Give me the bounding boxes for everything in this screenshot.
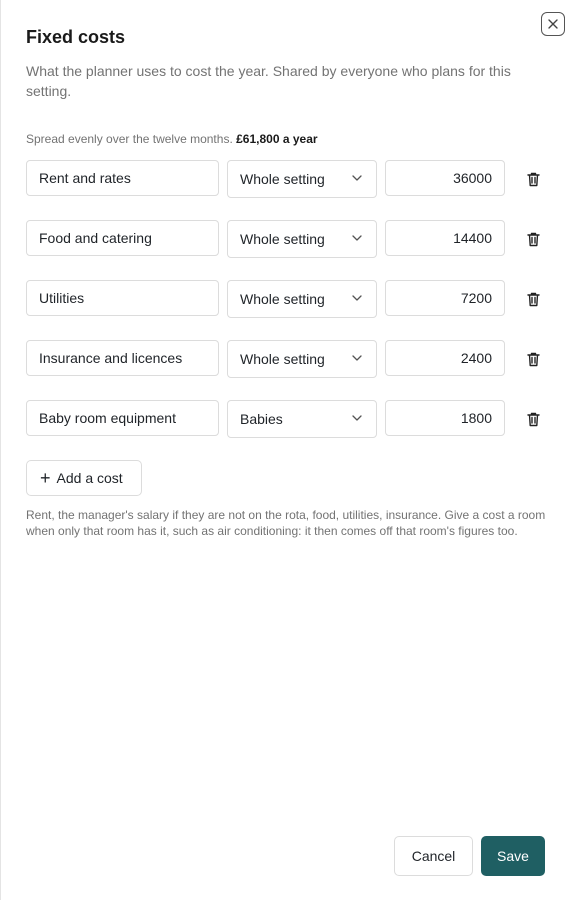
cost-scope-select[interactable] — [227, 400, 377, 438]
chevron-down-icon — [352, 235, 362, 241]
close-button[interactable] — [541, 12, 565, 36]
cost-scope-select[interactable] — [227, 280, 377, 318]
cost-scope-select[interactable] — [227, 220, 377, 258]
trash-icon — [527, 232, 540, 247]
cost-scope-select[interactable] — [227, 160, 377, 198]
cost-amount-input[interactable] — [385, 340, 505, 376]
cost-scope-value: Whole setting — [240, 231, 325, 247]
delete-cost-button[interactable] — [525, 230, 541, 248]
cost-name-input[interactable] — [26, 400, 219, 436]
add-cost-label: Add a cost — [56, 470, 123, 486]
cost-name-input[interactable] — [26, 340, 219, 376]
delete-cost-button[interactable] — [525, 410, 541, 428]
cost-name-input[interactable] — [26, 220, 219, 256]
cost-scope-value: Babies — [240, 411, 283, 427]
chevron-down-icon — [352, 355, 362, 361]
cost-summary — [26, 132, 318, 146]
cost-row — [26, 160, 556, 196]
trash-icon — [527, 172, 540, 187]
cost-scope-value: Whole setting — [240, 291, 325, 307]
chevron-down-icon — [352, 175, 362, 181]
chevron-down-icon — [352, 295, 362, 301]
page-title: Fixed costs — [26, 27, 126, 47]
cost-scope-value: Whole setting — [240, 351, 325, 367]
page-subtitle: What the planner uses to cost the year. Shared by everyone who plans for this setting. — [26, 63, 511, 99]
close-icon — [548, 19, 558, 29]
cost-row — [26, 340, 556, 376]
cost-scope-select[interactable] — [227, 340, 377, 378]
add-cost-button[interactable] — [26, 460, 142, 496]
cost-name-input[interactable] — [26, 280, 219, 316]
cost-amount-input[interactable] — [385, 280, 505, 316]
cost-amount-input[interactable] — [385, 400, 505, 436]
cost-amount-input[interactable] — [385, 160, 505, 196]
trash-icon — [527, 412, 540, 427]
help-text: Rent, the manager's salary if they are not on the rota, food, utilities, insurance. Give a cost a room when only that room has it, such as air conditioning: it then comes off that room's figures too. — [26, 508, 546, 538]
plus-icon: + — [40, 468, 51, 488]
cost-row — [26, 220, 556, 256]
cancel-button[interactable]: Cancel — [394, 836, 473, 876]
trash-icon — [527, 292, 540, 307]
cost-row — [26, 400, 556, 436]
delete-cost-button[interactable] — [525, 290, 541, 308]
cost-name-input[interactable] — [26, 160, 219, 196]
summary-text: Spread evenly over the twelve months. — [26, 132, 233, 146]
delete-cost-button[interactable] — [525, 350, 541, 368]
chevron-down-icon — [352, 415, 362, 421]
save-button[interactable]: Save — [481, 836, 545, 876]
cost-scope-value: Whole setting — [240, 171, 325, 187]
cost-amount-input[interactable] — [385, 220, 505, 256]
delete-cost-button[interactable] — [525, 170, 541, 188]
summary-total: £61,800 a year — [236, 132, 318, 146]
cost-row — [26, 280, 556, 316]
trash-icon — [527, 352, 540, 367]
